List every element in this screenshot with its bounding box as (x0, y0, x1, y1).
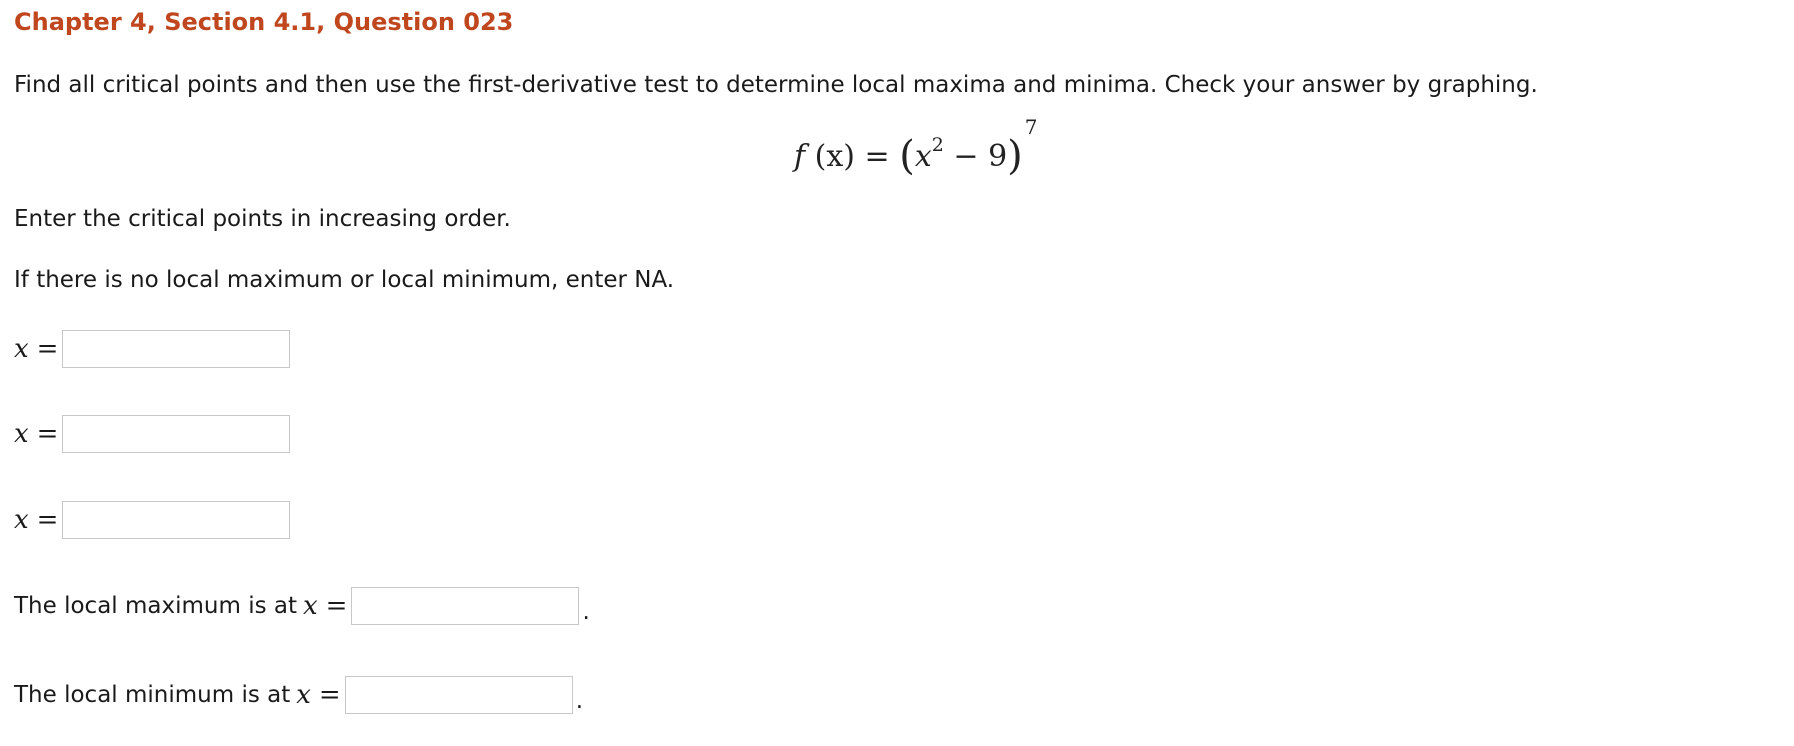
equals-symbol: = (325, 591, 348, 621)
formula-open-paren: ( (899, 133, 915, 179)
critical-point-input-2[interactable] (62, 415, 290, 453)
x-symbol: x (303, 591, 318, 621)
x-symbol: x (14, 334, 29, 364)
local-maximum-label: The local maximum is at (14, 593, 297, 619)
x-symbol: x (296, 680, 311, 710)
equals-symbol: = (36, 505, 59, 535)
question-page (14, 0, 1794, 746)
local-minimum-label: The local minimum is at (14, 682, 291, 708)
x-symbol: x (14, 505, 29, 535)
note-enter-na: If there is no local maximum or local minimum, enter NA. (14, 267, 675, 293)
critical-point-input-3[interactable] (62, 501, 290, 539)
question-instructions: Find all critical points and then use the first-derivative test to determine local maxima and minima. Check your answer by graphing. (14, 72, 1538, 98)
formula-arg: (x) (814, 139, 855, 174)
period: . (582, 599, 590, 625)
local-maximum-input[interactable] (351, 587, 579, 625)
equals-symbol: = (36, 334, 59, 364)
note-increasing-order: Enter the critical points in increasing order. (14, 206, 511, 232)
formula-base: x (914, 139, 932, 174)
local-minimum-input[interactable] (345, 676, 573, 714)
critical-point-row-1 (14, 330, 290, 368)
critical-point-input-1[interactable] (62, 330, 290, 368)
equals-symbol: = (318, 680, 341, 710)
function-formula (794, 115, 1038, 179)
formula-equals: = (864, 139, 890, 174)
formula-func: f (794, 139, 806, 174)
critical-point-row-3 (14, 501, 290, 539)
local-minimum-row (14, 676, 583, 714)
critical-point-row-2 (14, 415, 290, 453)
question-title: Chapter 4, Section 4.1, Question 023 (14, 8, 514, 36)
equals-symbol: = (36, 419, 59, 449)
period: . (575, 688, 584, 714)
local-maximum-row (14, 587, 590, 625)
formula-constant: 9 (988, 139, 1008, 174)
formula-close-paren: ) (1007, 133, 1023, 179)
formula-minus: − (953, 139, 979, 174)
x-symbol: x (14, 419, 29, 449)
formula-inner-exponent: 2 (931, 134, 944, 156)
formula-outer-exponent: 7 (1024, 115, 1038, 139)
